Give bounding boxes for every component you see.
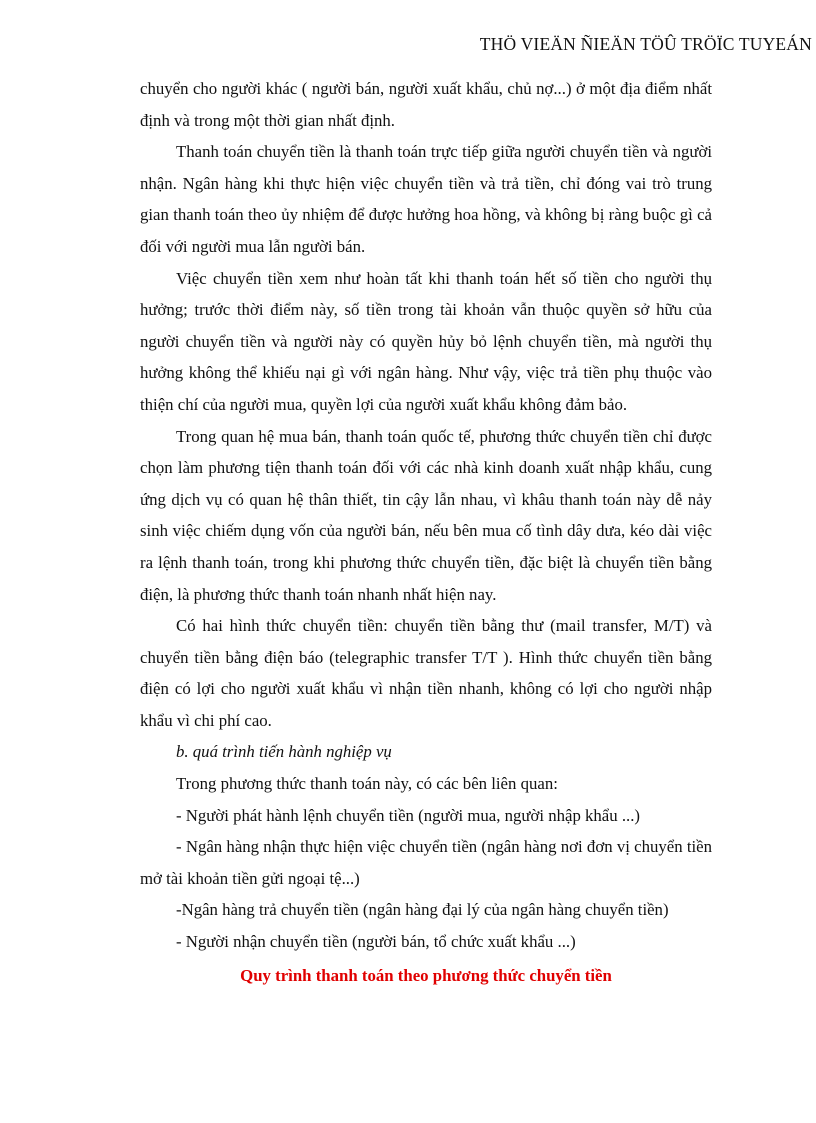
paragraph-transfer-forms: Có hai hình thức chuyển tiền: chuyển tiền bằng thư (mail transfer, M/T) và chuyển tiền bằng điện báo (telegraphic transfer T/T ). Hình thức chuyển tiền bằng điện có lợi cho người xuất khẩu vì nhận tiền nhanh, không có lợi cho người nhập khẩu vì chi phí cao.: [140, 616, 712, 730]
paragraph-trade-relations: Trong quan hệ mua bán, thanh toán quốc tế, phương thức chuyển tiền chỉ được chọn làm phương tiện thanh toán đối với các nhà kinh doanh xuất nhập khẩu, cung ứng dịch vụ có quan hệ thân thiết, tin cậy lẫn nhau, vì khâu thanh toán này dễ nảy sinh việc chiếm dụng vốn của người bán, nếu bên mua cố tình dây dưa, kéo dài việc ra lệnh thanh toán, trong khi phương thức chuyển tiền, đặc biệt là chuyển tiền bằng điện, là phương thức thanh toán nhanh nhất hiện nay.: [140, 426, 712, 604]
document-body: [140, 73, 712, 991]
list-item: - Ngân hàng nhận thực hiện việc chuyển tiền (ngân hàng nơi đơn vị chuyển tiền mở tài khoản tiền gửi ngoại tệ...): [140, 837, 712, 888]
section-heading: b. quá trình tiến hành nghiệp vụ: [176, 742, 392, 762]
list-item: -Ngân hàng trả chuyển tiền (ngân hàng đại lý của ngân hàng chuyển tiền): [176, 900, 669, 920]
paragraph-transfer-completion: Việc chuyển tiền xem như hoàn tất khi thanh toán hết số tiền cho người thụ hưởng; trước thời điểm này, số tiền trong tài khoản vẫn thuộc quyền sở hữu của người chuyển tiền và người này có quyền hủy bỏ lệnh chuyển tiền, mà người thụ hưởng không thể khiếu nại gì với ngân hàng. Như vậy, việc trả tiền phụ thuộc vào thiện chí của người mua, quyền lợi của người xuất khẩu không đảm bảo.: [140, 268, 712, 414]
figure-caption: Quy trình thanh toán theo phương thức chuyển tiền: [240, 965, 612, 985]
list-item: - Người phát hành lệnh chuyển tiền (người mua, người nhập khẩu ...): [176, 805, 641, 825]
paragraph-continuation: chuyển cho người khác ( người bán, người xuất khẩu, chủ nợ...) ở một địa điểm nhất định và trong một thời gian nhất định.: [140, 79, 712, 130]
page-header: THÖ VIEÄN ÑIEÄN TÖÛ TRÖÏC TUYEÁN: [479, 34, 812, 54]
list-item: - Người nhận chuyển tiền (người bán, tổ chức xuất khẩu ...): [176, 932, 576, 952]
paragraph-transfer-definition: Thanh toán chuyển tiền là thanh toán trực tiếp giữa người chuyển tiền và người nhận. Ngân hàng khi thực hiện việc chuyển tiền và trả tiền, chỉ đóng vai trò trung gian thanh toán theo ủy nhiệm để được hưởng hoa hồng, và không bị ràng buộc gì cả đối với người mua lẫn người bán.: [140, 142, 712, 256]
paragraph-parties-intro: Trong phương thức thanh toán này, có các bên liên quan:: [176, 774, 558, 794]
